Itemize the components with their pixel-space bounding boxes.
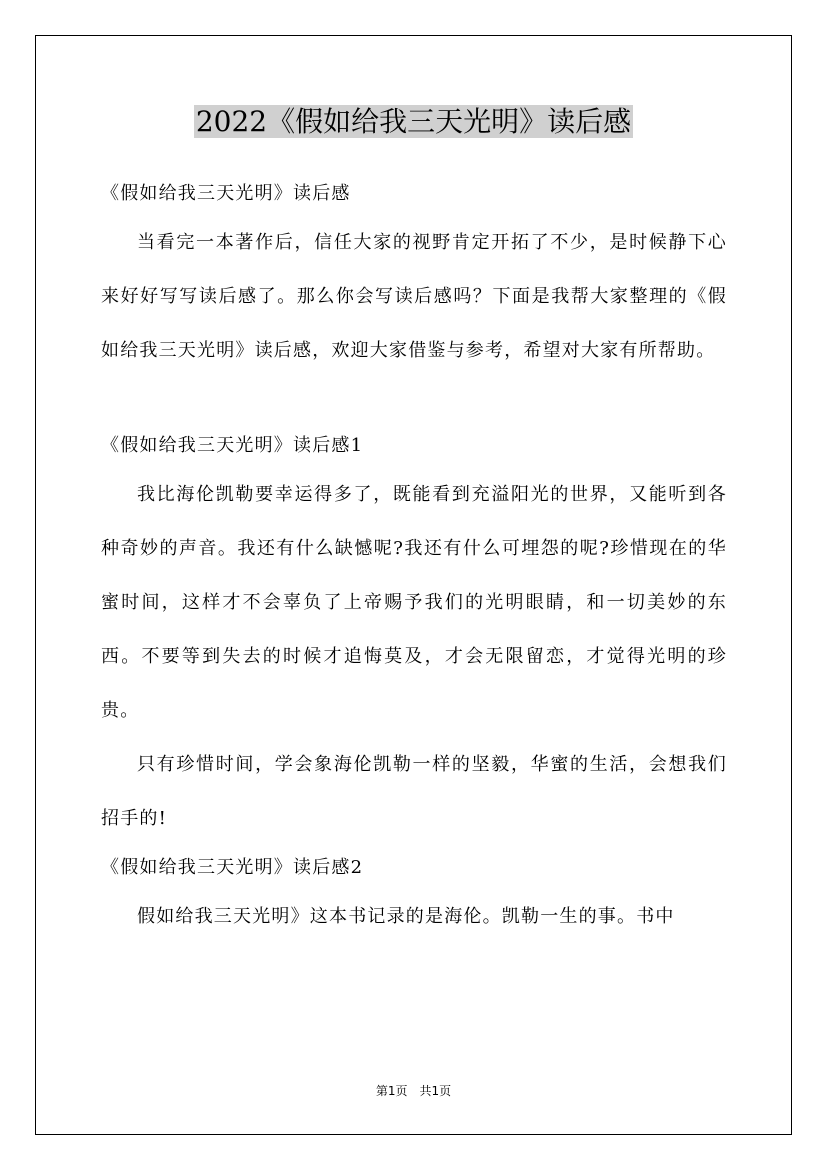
section-1-paragraph-2: 只有珍惜时间，学会象海伦凯勒一样的坚毅，华蜜的生活，会想我们招手的! — [101, 754, 727, 829]
intro-paragraph: 当看完一本著作后，信任大家的视野肯定开拓了不少，是时候静下心来好好写写读后感了。那么你会写读后感吗？下面是我帮大家整理的《假如给我三天光明》读后感，欢迎大家借鉴与参考，希望对大家有所帮助。 — [101, 232, 727, 361]
main-heading: 《假如给我三天光明》读后感 — [101, 183, 351, 204]
document-title-text: 2022《假如给我三天光明》读后感 — [195, 105, 632, 138]
section-2-heading: 《假如给我三天光明》读后感2 — [101, 857, 364, 878]
section-2-paragraph-1: 假如给我三天光明》这本书记录的是海伦。凯勒一生的事。书中 — [137, 906, 675, 927]
document-body — [101, 172, 727, 944]
section-1-heading: 《假如给我三天光明》读后感1 — [101, 435, 364, 456]
section-1-paragraph-1: 我比海伦凯勒要幸运得多了，既能看到充溢阳光的世界，又能听到各种奇妙的声音。我还有什么缺憾呢?我还有什么可埋怨的呢?珍惜现在的华蜜时间，这样才不会辜负了上帝赐予我们的光明眼睛，和一切美妙的东西。不要等到失去的时候才追悔莫及，才会无限留恋，才觉得光明的珍贵。 — [101, 484, 727, 721]
section-gap — [101, 378, 727, 424]
document-title — [0, 104, 827, 140]
page-footer: 第1页 共1页 — [375, 1084, 452, 1098]
